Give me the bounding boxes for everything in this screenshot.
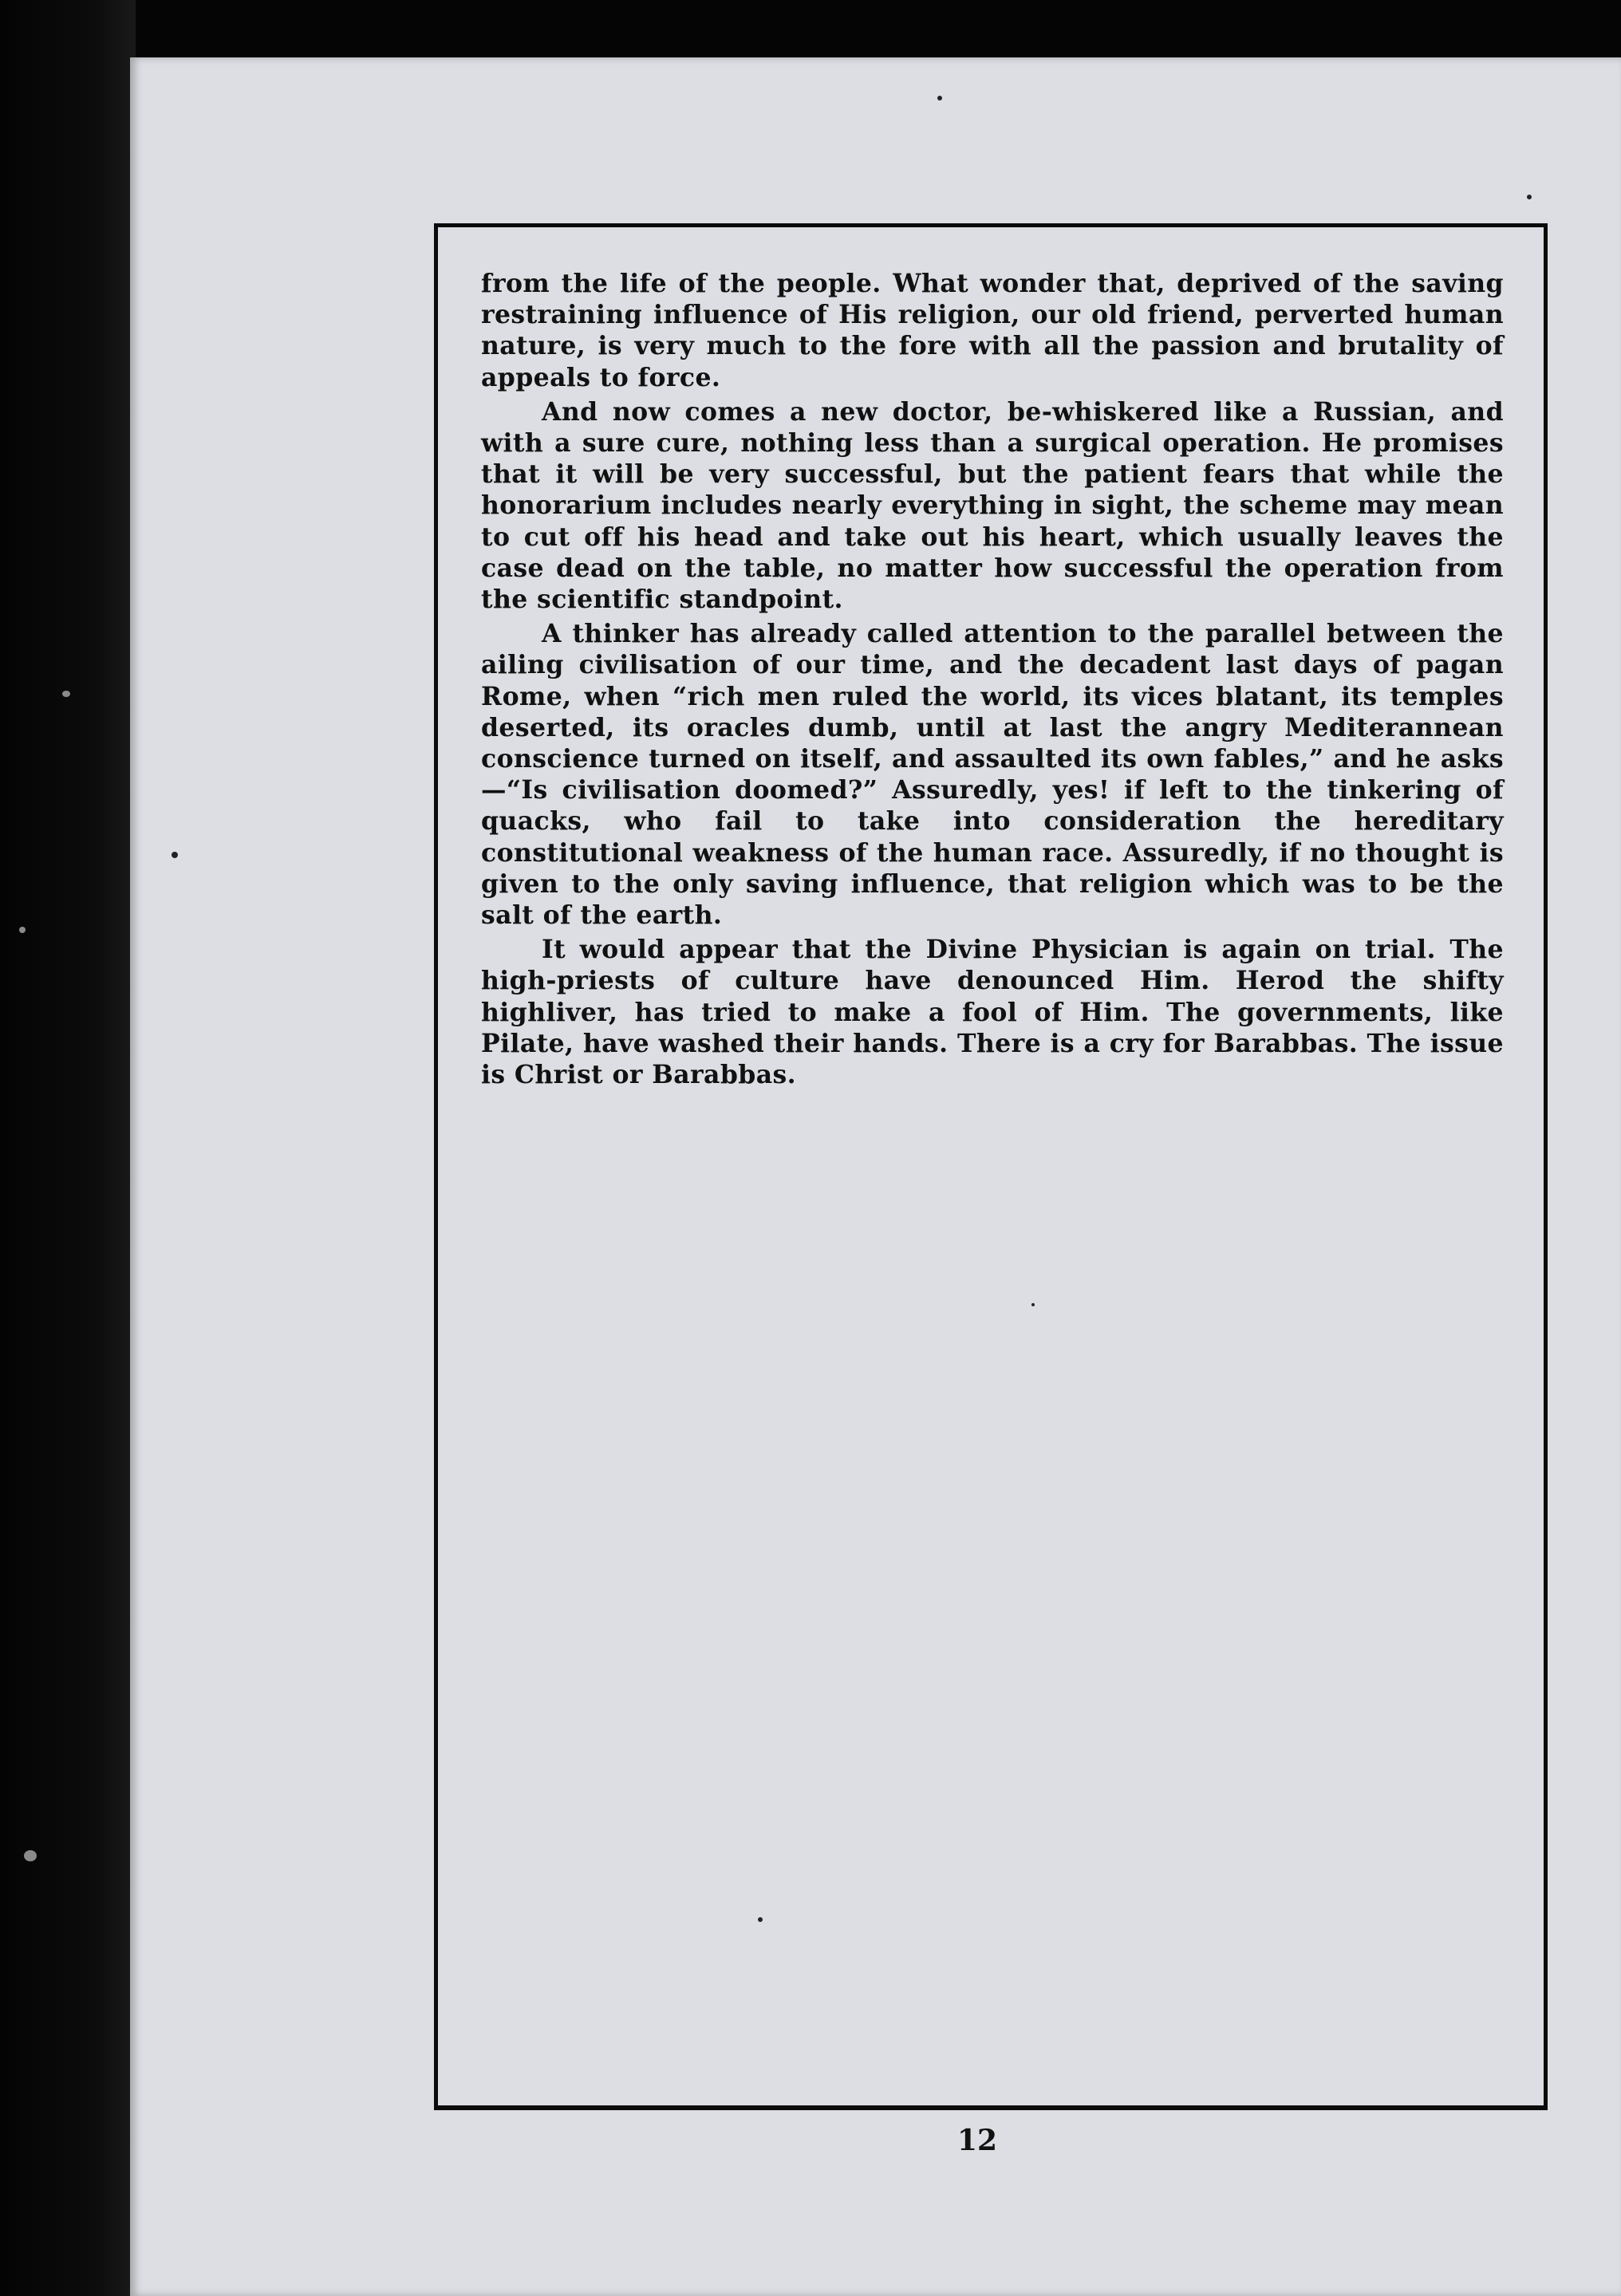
paragraph-4: It would appear that the Divine Physician is again on trial. The high-priests of culture have denounced Him. Herod the shifty highliver, has tried to make a fool of Him. The governments, like Pilate, have washed their hands. There is a cry for Barabbas. The issue is Christ or Barabbas. <box>481 935 1504 1090</box>
page-speck <box>172 852 178 858</box>
scan-left-edge <box>0 0 136 2296</box>
paragraph-1: from the life of the people. What wonder that, deprived of the saving restraining influence of His religion, our old friend, perverted human nature, is very much to the fore with all the passion and brutality of appeals to force. <box>481 269 1504 392</box>
scan-speck <box>19 927 26 933</box>
paragraph-2: And now comes a new doctor, be-whiskered like a Russian, and with a sure cure, nothing less than a surgical operation. He promises that it will be very successful, but the patient fears that while the honorarium includes nearly everything in sight, the scheme may mean to cut off his head and take out his heart, which usually leaves the case dead on the table, no matter how successful the operation from the scientific standpoint. <box>481 396 1504 615</box>
paragraph-3: A thinker has already called attention to the parallel between the ailing civilisation of our time, and the decadent last days of pagan Rome, when “rich men ruled the world, its vices blatant, its temples deserted, its oracles dumb, until at last the angry Mediterannean conscience turned on itself, and assaulted its own fables,” and he asks—“Is civilisation doomed?” Assuredly, yes! if left to the tinkering of quacks, who fail to take into consideration the hereditary constitutional weakness of the human race. Assuredly, if no thought is given to the only saving influence, that religion which was to be the salt of the earth. <box>481 619 1504 931</box>
body-text <box>481 268 1504 1093</box>
scan-speck <box>24 1850 37 1861</box>
page-number: 12 <box>956 2124 998 2157</box>
scan-speck <box>62 691 70 697</box>
page-speck <box>937 96 942 100</box>
page-speck <box>1527 195 1532 199</box>
scan-top-edge <box>0 0 1621 64</box>
